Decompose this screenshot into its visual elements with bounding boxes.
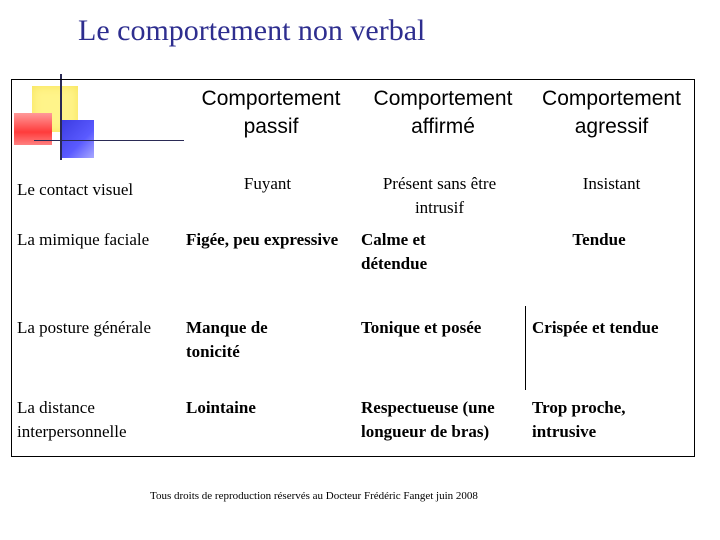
cell-posture-agressif: Crispée et tendue <box>532 318 659 337</box>
row-label-posture: La posture générale <box>17 318 152 337</box>
cell-contact-agressif: Insistant <box>582 174 641 193</box>
header-affirme-line2: affirmé <box>411 115 475 138</box>
row-label-contact-visuel: Le contact visuel <box>17 180 134 199</box>
cell-contact-affirme: Présent sans être intrusif <box>382 174 497 217</box>
header-agressif-line1: Comportement <box>542 87 681 110</box>
cell-posture-passif: Manque de tonicité <box>186 318 268 361</box>
row-label-mimique: La mimique faciale <box>17 230 150 249</box>
cell-contact-passif: Fuyant <box>243 174 292 193</box>
copyright-footer: Tous droits de reproduction réservés au Docteur Frédéric Fanget juin 2008 <box>150 490 478 502</box>
header-agressif-line2: agressif <box>574 115 649 138</box>
cell-distance-agressif: Trop proche, intrusive <box>532 398 626 441</box>
cell-mimique-agressif: Tendue <box>572 230 626 249</box>
cell-distance-passif: Lointaine <box>186 398 256 417</box>
header-passif <box>185 85 357 141</box>
cell-mimique-affirme: Calme et détendue <box>361 230 428 273</box>
header-affirme-line1: Comportement <box>373 87 513 110</box>
header-passif-line2: passif <box>243 115 299 138</box>
cell-mimique-passif: Figée, peu expressive <box>186 230 339 249</box>
header-affirme <box>357 85 529 141</box>
header-agressif <box>529 85 694 141</box>
cell-distance-affirme: Respectueuse (une longueur de bras) <box>361 398 495 441</box>
row-label-distance: La distance interpersonnelle <box>17 398 127 441</box>
header-passif-line1: Comportement <box>201 87 341 110</box>
page-title: Le comportement non verbal <box>78 14 426 47</box>
column-separator <box>525 306 526 390</box>
cell-posture-affirme: Tonique et posée <box>361 318 482 337</box>
